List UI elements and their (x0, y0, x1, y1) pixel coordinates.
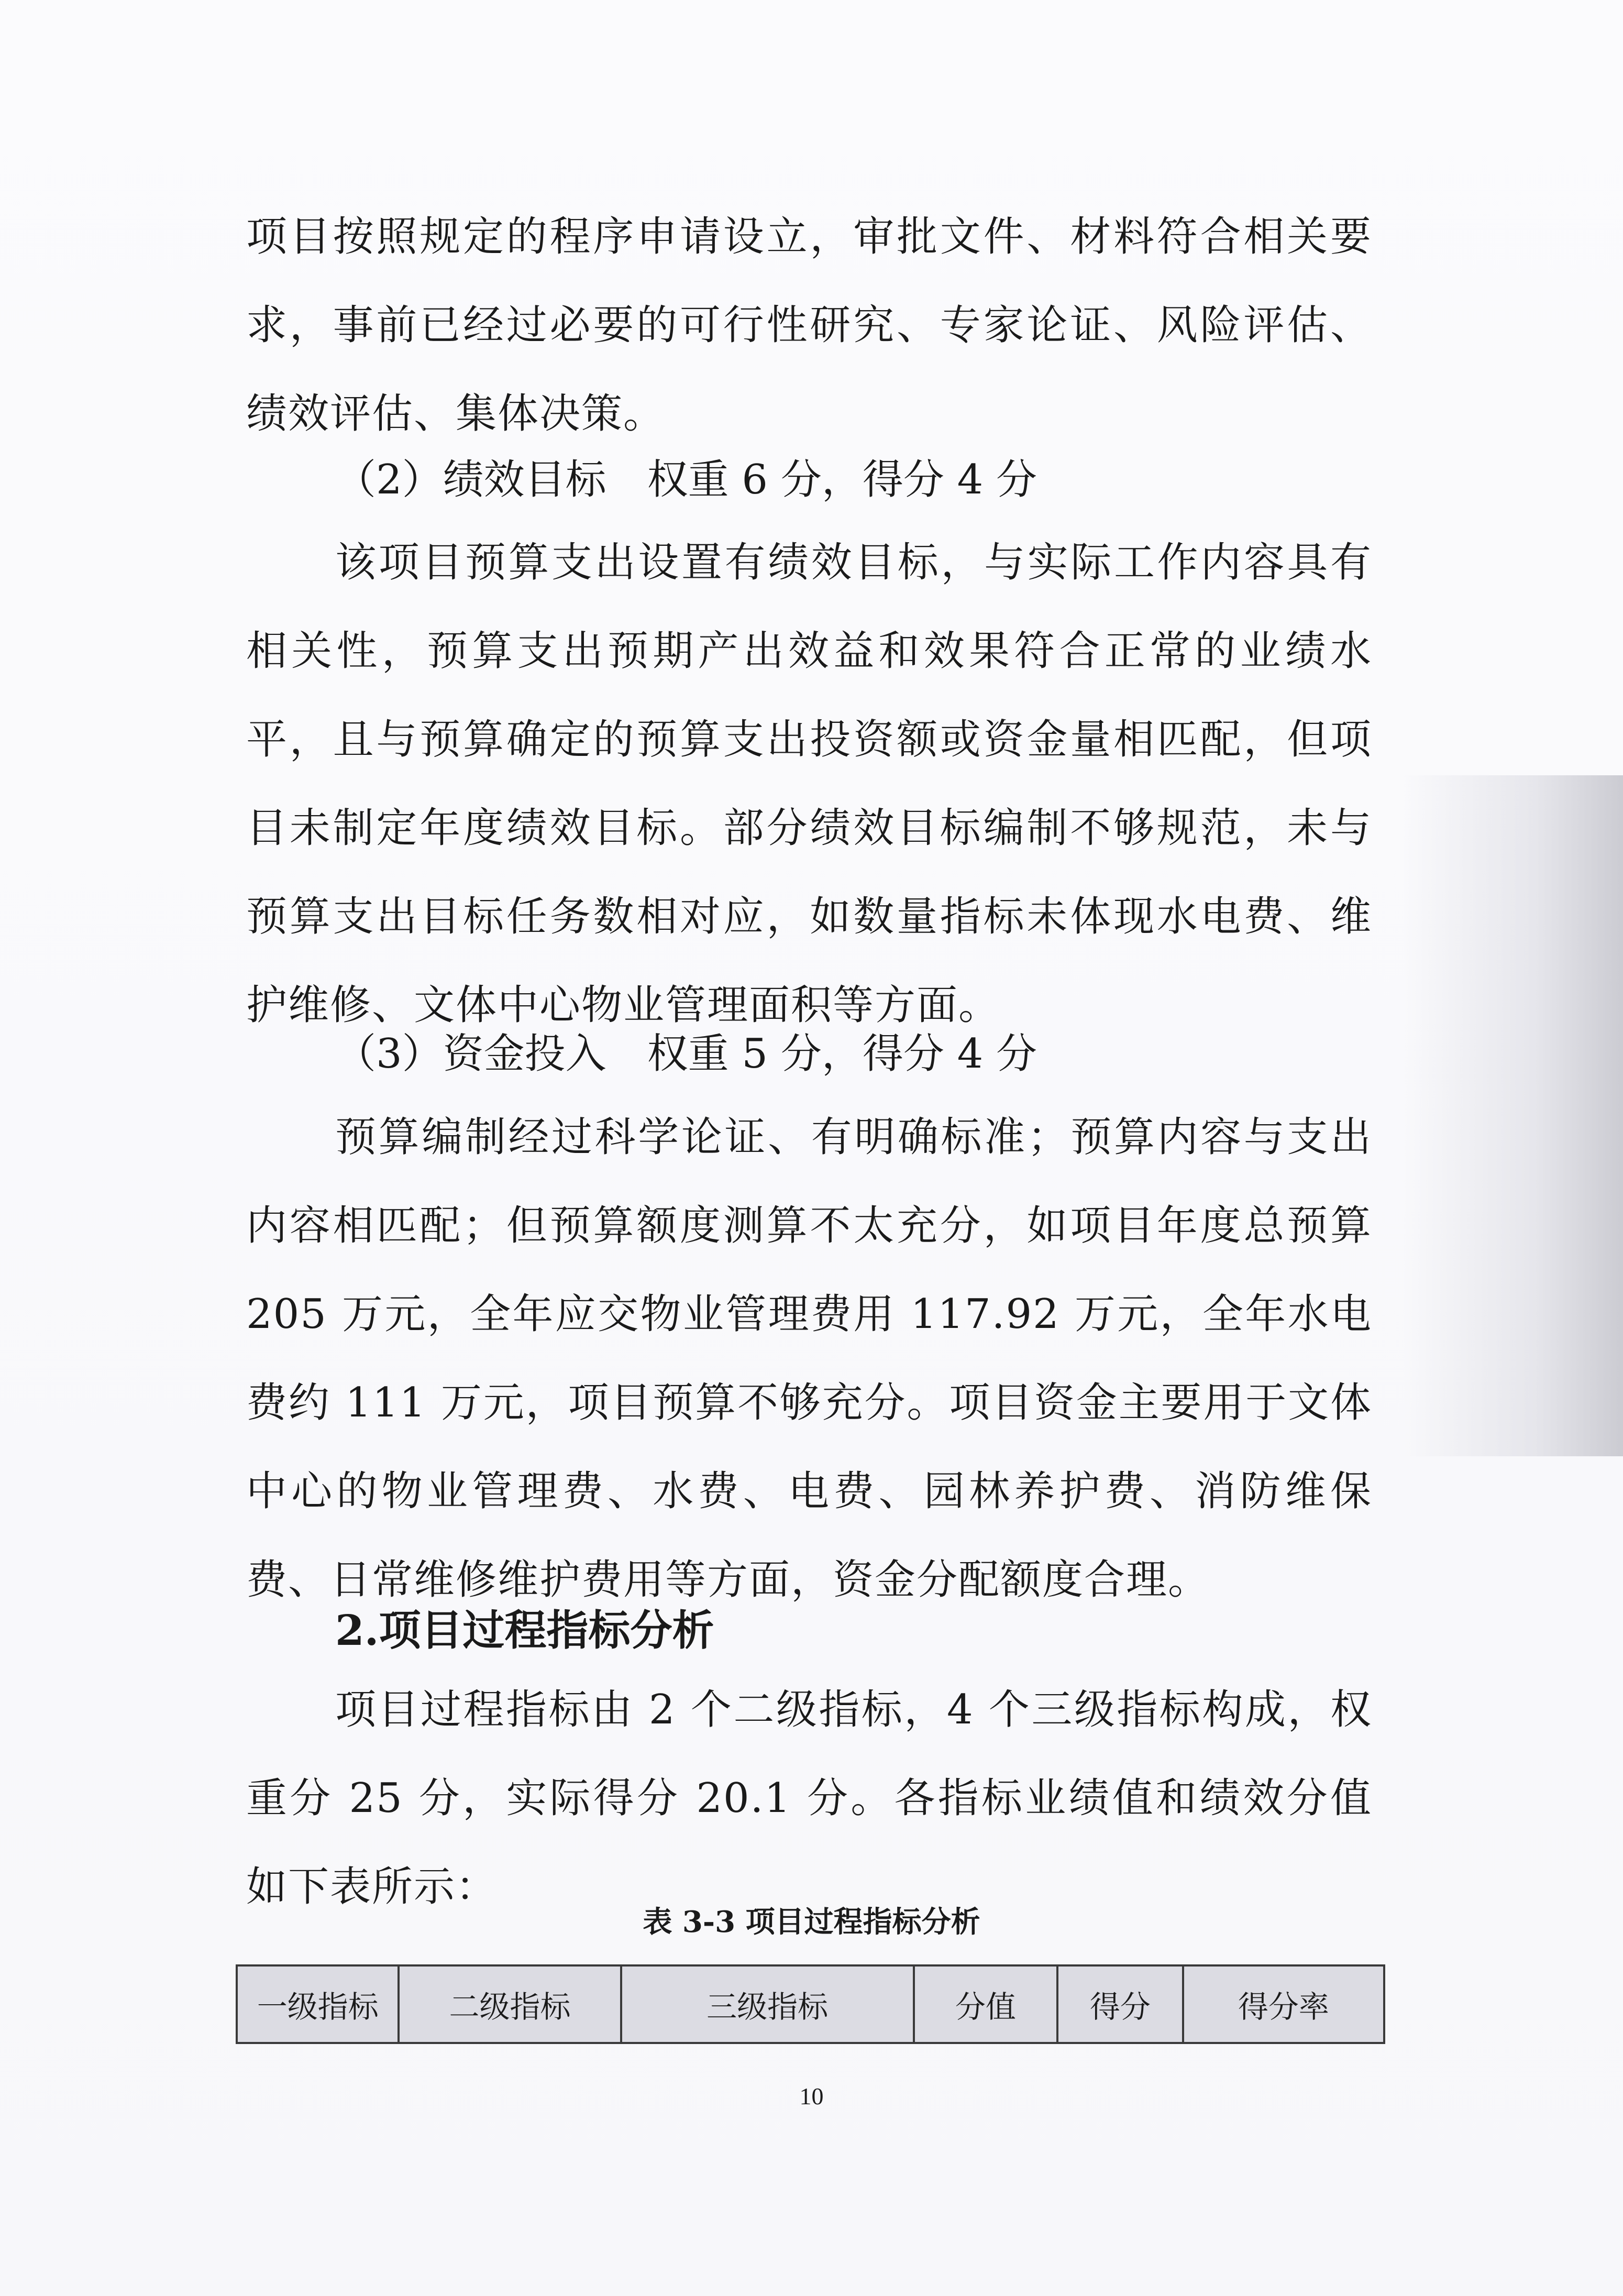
header-level-3: 三级指标 (621, 1965, 914, 2043)
header-score-value: 分值 (914, 1965, 1058, 2043)
process-indicator-table (236, 1964, 1385, 2044)
header-score: 得分 (1057, 1965, 1183, 2043)
header-score-rate: 得分率 (1183, 1965, 1384, 2043)
header-level-2: 二级指标 (399, 1965, 621, 2043)
paragraph-process-intro: 项目过程指标由 2 个二级指标，4 个三级指标构成，权重分 25 分，实际得分 20.1 分。各指标业绩值和绩效分值如下表所示： (246, 1686, 1372, 1910)
section-heading-process: 2.项目过程指标分析 (335, 1606, 714, 1655)
paragraph-performance-goal: 该项目预算支出设置有绩效目标，与实际工作内容具有相关性，预算支出预期产出效益和效果符合正常的业绩水平，且与预算确定的预算支出投资额或资金量相匹配，但项目未制定年度绩效目标。部分绩效目标编制不够规范，未与预算支出目标任务数相对应，如数量指标未体现水电费、维护维修、文体中心物业管理面积等方面。 (246, 539, 1372, 1029)
paragraph-approval: 项目按照规定的程序申请设立，审批文件、材料符合相关要求，事前已经过必要的可行性研究、专家论证、风险评估、绩效评估、集体决策。 (246, 213, 1372, 437)
subheading-performance-goal: （2）绩效目标 权重 6 分，得分 4 分 (335, 456, 1037, 503)
scan-shadow (1403, 775, 1623, 1456)
paragraph-fund-input: 预算编制经过科学论证、有明确标准；预算内容与支出内容相匹配；但预算额度测算不太充分，如项目年度总预算 205 万元，全年应交物业管理费用 117.92 万元，全年水电费约 111 万元，项目预算不够充分。项目资金主要用于文体中心的物业管理费、水费、电费、园林养护费、消防维保费、日常维修维护费用等方面，资金分配额度合理。 (246, 1114, 1372, 1603)
header-level-1: 一级指标 (237, 1965, 399, 2043)
page-number: 10 (799, 2083, 824, 2110)
table-header-row (237, 1965, 1384, 2043)
subheading-fund-input: （3）资金投入 权重 5 分，得分 4 分 (335, 1030, 1037, 1078)
table-caption: 表 3-3 项目过程指标分析 (643, 1905, 980, 1939)
